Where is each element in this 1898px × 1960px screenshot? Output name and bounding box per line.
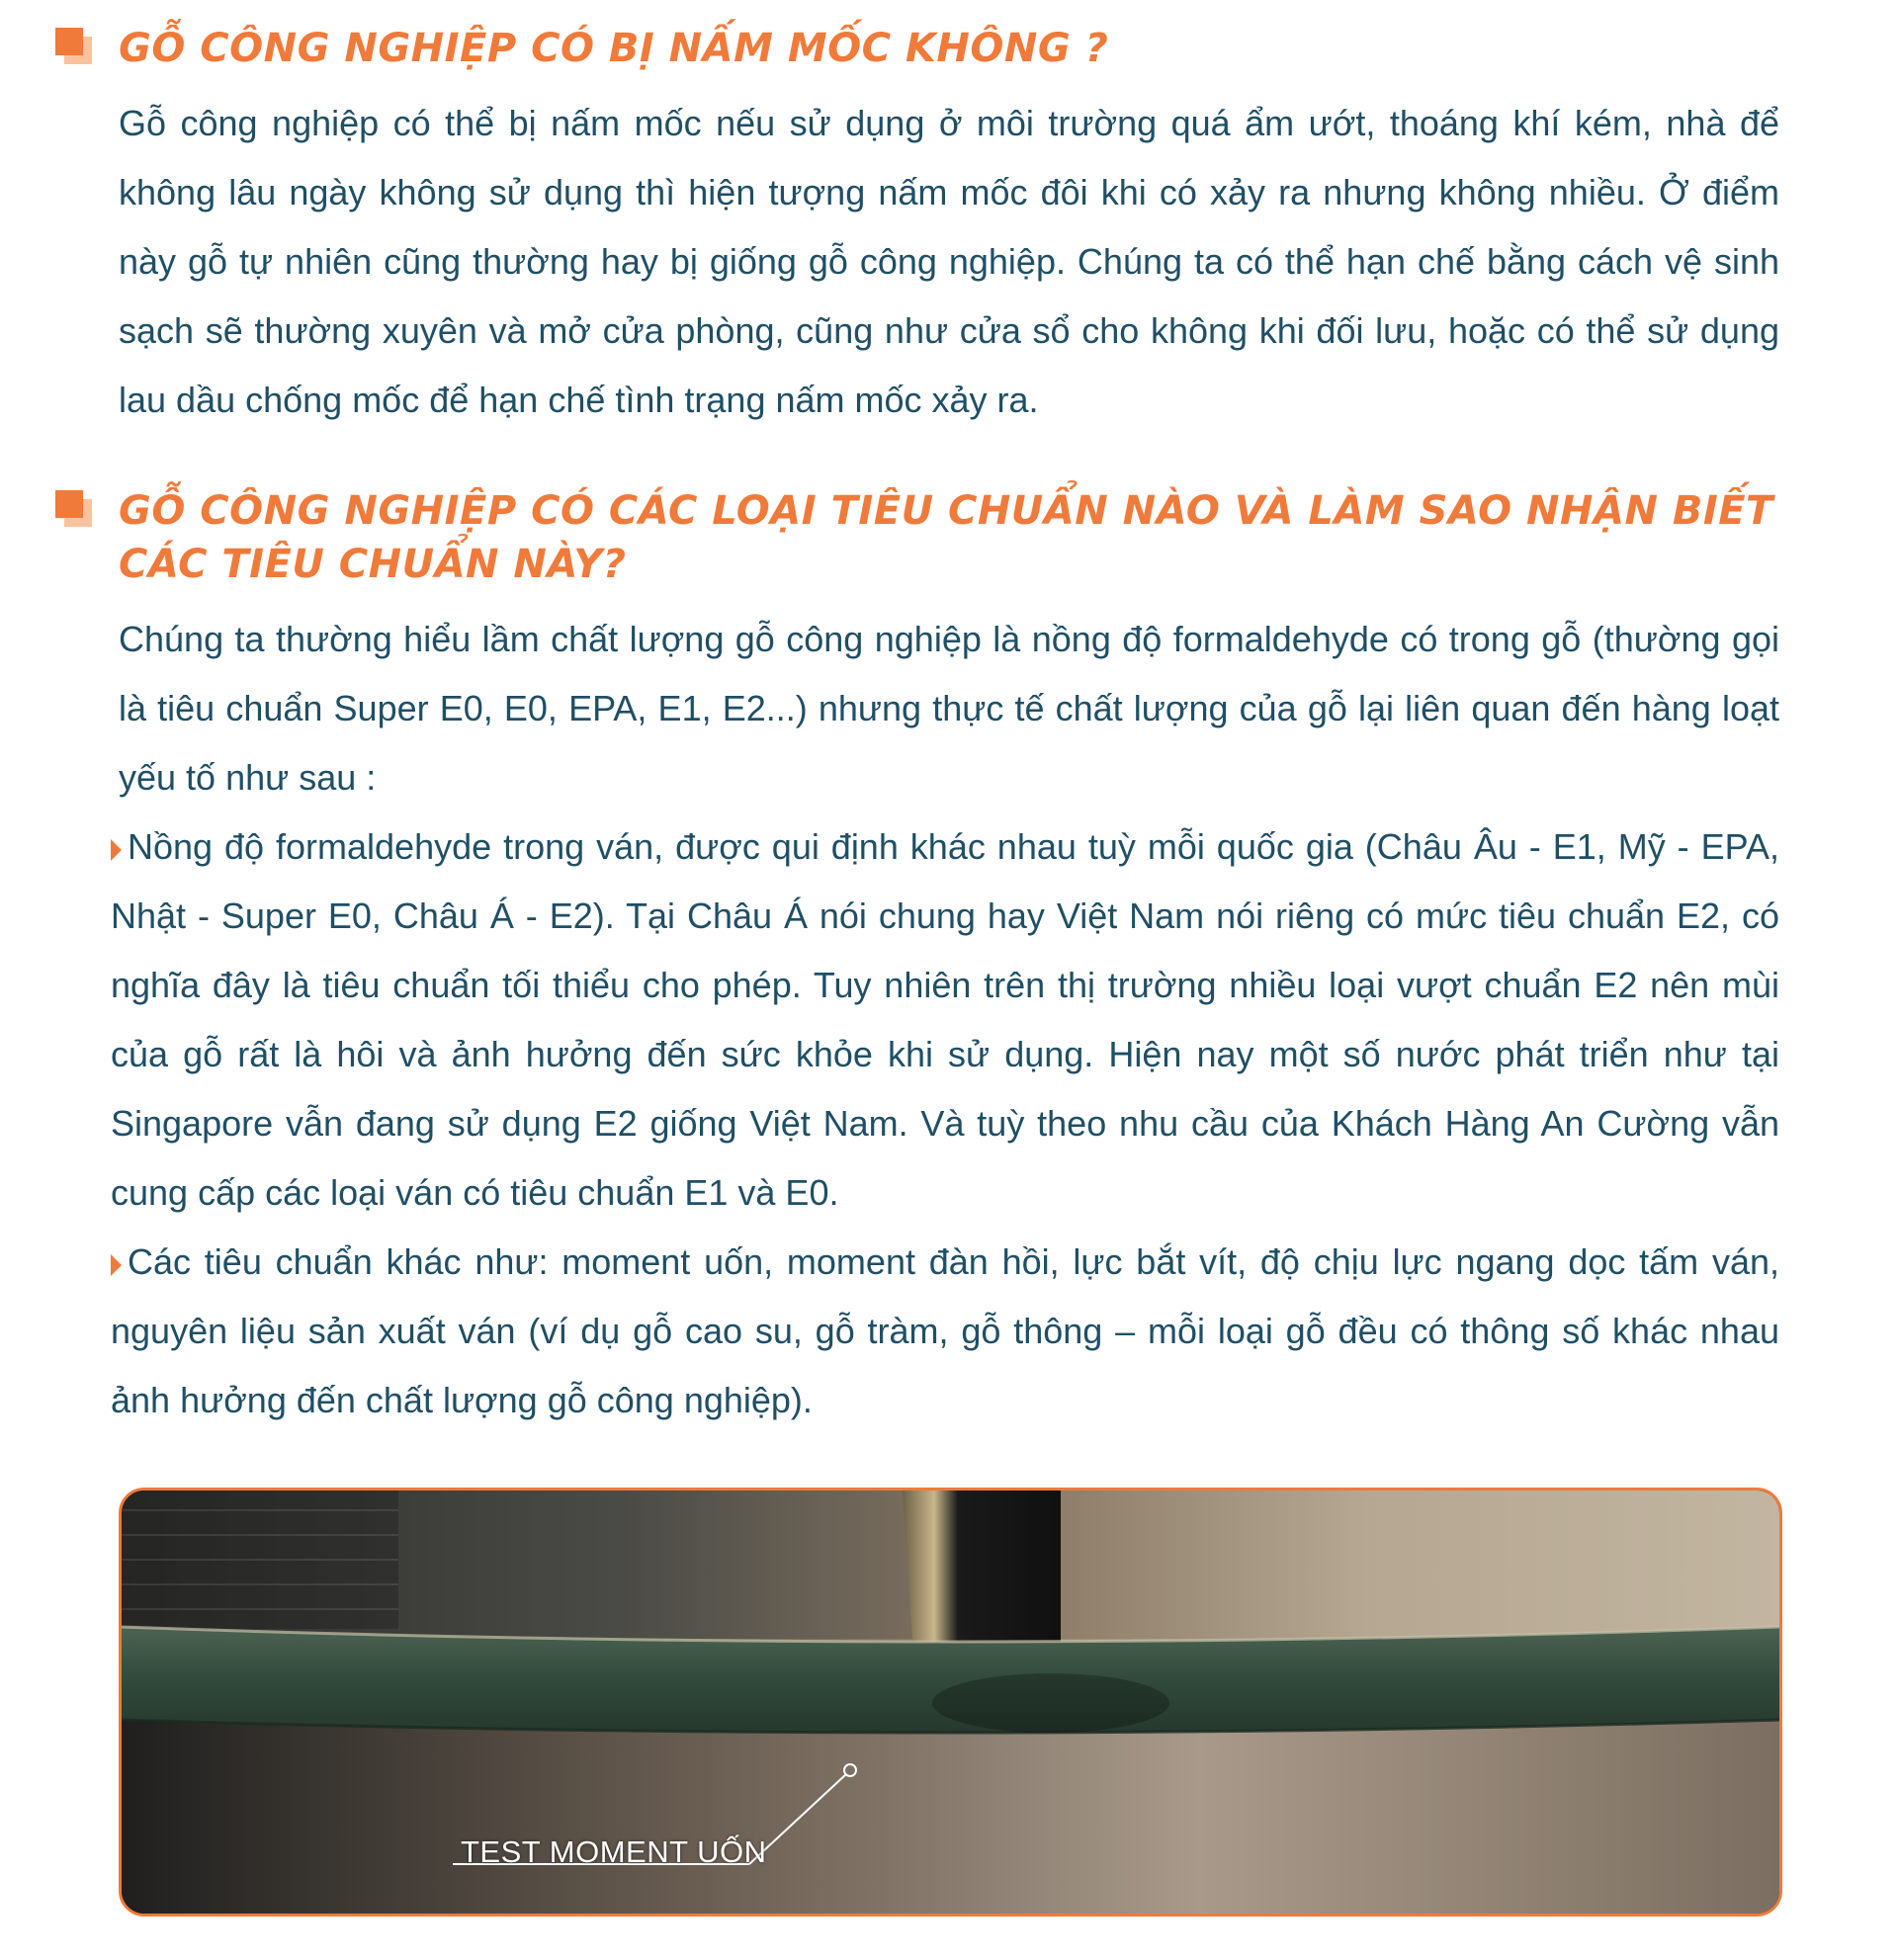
section-heading	[119, 22, 1779, 75]
bullet-text: Nồng độ formaldehyde trong ván, được qui định khác nhau tuỳ mỗi quốc gia (Châu Âu - E1, Mỹ - EPA, Nhật - Super E0, Châu Á - E2). Tại Châu Á nói chung hay Việt Nam nói riêng có mức tiêu chuẩn E2, có nghĩa đây là tiêu chuẩn tối thiểu cho phép. Tuy nhiên trên thị trường nhiều loại vượt chuẩn E2 nên mùi của gỗ rất là hôi và ảnh hưởng đến sức khỏe khi sử dụng. Hiện nay một số nước phát triển như tại Singapore vẫn đang sử dụng E2 giống Việt Nam. Và tuỳ theo nhu cầu của Khách Hàng An Cường vẫn cung cấp các loại ván có tiêu chuẩn E1 và E0.	[111, 826, 1779, 1213]
section-standards	[0, 484, 1898, 1435]
section-mold	[0, 22, 1898, 435]
section-heading	[119, 484, 1779, 591]
bullet-item	[111, 1228, 1779, 1435]
bending-test-photo	[119, 1488, 1782, 1917]
bullet-text: Các tiêu chuẩn khác như: moment uốn, moment đàn hồi, lực bắt vít, độ chịu lực ngang dọc tấm ván, nguyên liệu sản xuất ván (ví dụ gỗ cao su, gỗ tràm, gỗ thông – mỗi loại gỗ đều có thông số khác nhau ảnh hưởng đến chất lượng gỗ công nghiệp).	[111, 1241, 1779, 1420]
orange-square-icon	[55, 28, 93, 65]
photo-caption: TEST MOMENT UỐN	[461, 1834, 767, 1869]
heading-text: GỖ CÔNG NGHIỆP CÓ BỊ NẤM MỐC KHÔNG ?	[119, 26, 1109, 71]
bullet-item	[111, 812, 1779, 1228]
triangle-right-icon	[111, 839, 122, 861]
section-paragraph: Gỗ công nghiệp có thể bị nấm mốc nếu sử dụng ở môi trường quá ẩm ướt, thoáng khí kém, nhà để không lâu ngày không sử dụng thì hiện tượng nấm mốc đôi khi có xảy ra nhưng không nhiều. Ở điểm này gỗ tự nhiên cũng thường hay bị giống gỗ công nghiệp. Chúng ta có thể hạn chế bằng cách vệ sinh sạch sẽ thường xuyên và mở cửa phòng, cũng như cửa sổ cho không khi đối lưu, hoặc có thể sử dụng lau dầu chống mốc để hạn chế tình trạng nấm mốc xảy ra.	[119, 103, 1779, 420]
section-paragraph: Chúng ta thường hiểu lầm chất lượng gỗ công nghiệp là nồng độ formaldehyde có trong gỗ (thường gọi là tiêu chuẩn Super E0, E0, EPA, E1, E2...) nhưng thực tế chất lượng của gỗ lại liên quan đến hàng loạt yếu tố như sau :	[119, 619, 1779, 798]
orange-square-icon	[55, 490, 93, 528]
heading-text: GỖ CÔNG NGHIỆP CÓ CÁC LOẠI TIÊU CHUẨN NÀO VÀ LÀM SAO NHẬN BIẾT CÁC TIÊU CHUẨN NÀY?	[119, 488, 1773, 587]
triangle-right-icon	[111, 1254, 122, 1276]
bending-test-image	[122, 1491, 1779, 1914]
